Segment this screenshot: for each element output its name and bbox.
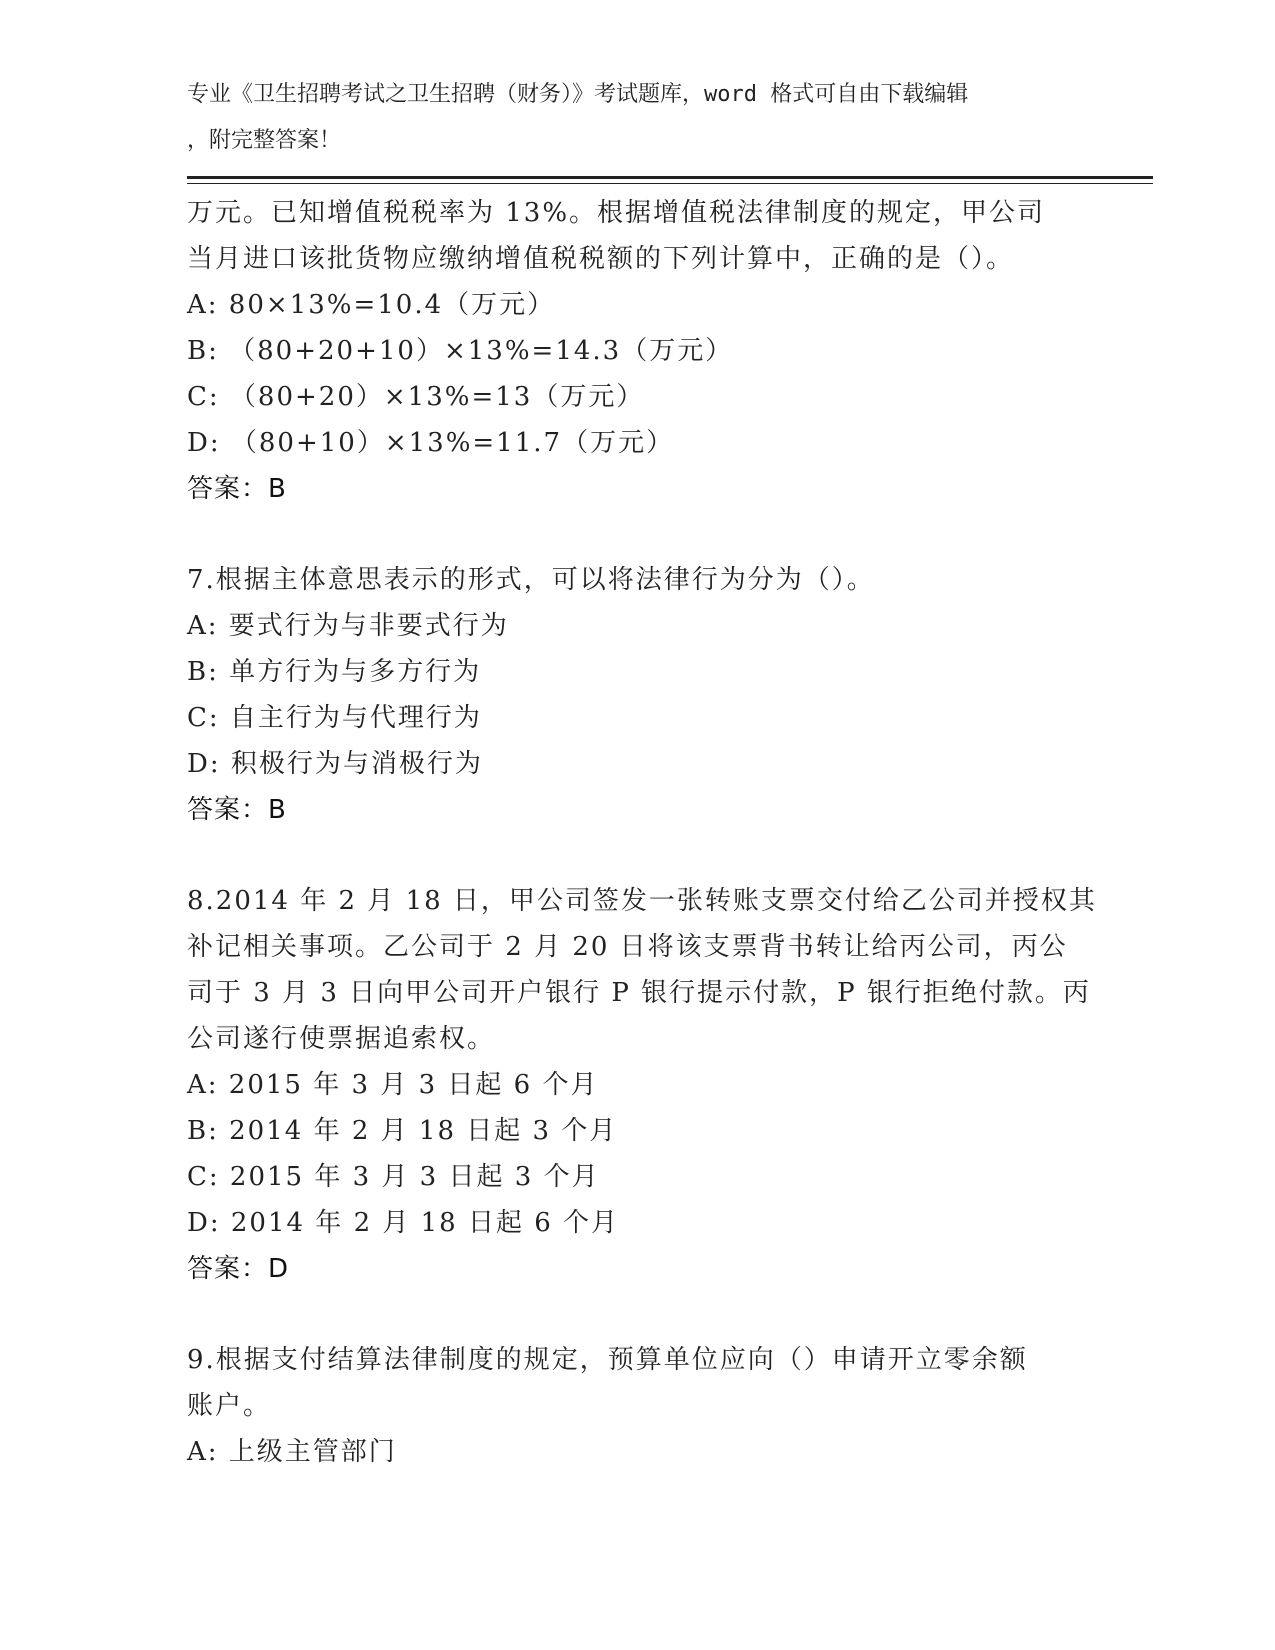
question-block <box>187 878 1097 1292</box>
answer-line: 答案：B <box>187 795 287 825</box>
option-b: B: 2014 年 2 月 18 日起 3 个月 <box>187 1116 618 1146</box>
option-c: C: （80+20）×13%=13（万元） <box>187 382 645 412</box>
question-block <box>187 190 1087 512</box>
answer-line: 答案：D <box>187 1254 290 1284</box>
option-a: A: 要式行为与非要式行为 <box>187 611 509 641</box>
document-header <box>187 72 1067 164</box>
question-block <box>187 1337 1087 1475</box>
option-b: B: 单方行为与多方行为 <box>187 657 482 687</box>
question-stem: 补记相关事项。乙公司于 2 月 20 日将该支票背书转让给丙公司，丙公 <box>187 932 1068 962</box>
option-c: C: 2015 年 3 月 3 日起 3 个月 <box>187 1162 600 1192</box>
question-stem: 当月进口该批货物应缴纳增值税税额的下列计算中，正确的是（）。 <box>187 244 1015 274</box>
option-a: A: 80×13%=10.4（万元） <box>187 290 556 320</box>
header-line: 专业《卫生招聘考试之卫生招聘（财务）》考试题库，word 格式可自由下载编辑 <box>187 82 969 107</box>
option-b: B: （80+20+10）×13%=14.3（万元） <box>187 336 734 366</box>
option-a: A: 2015 年 3 月 3 日起 6 个月 <box>187 1070 599 1100</box>
option-d: D: 2014 年 2 月 18 日起 6 个月 <box>187 1208 620 1238</box>
question-stem: 8.2014 年 2 月 18 日，甲公司签发一张转账支票交付给乙公司并授权其 <box>187 886 1097 916</box>
option-d: D: 积极行为与消极行为 <box>187 749 483 779</box>
question-stem: 万元。已知增值税税率为 13%。根据增值税法律制度的规定，甲公司 <box>187 198 1046 228</box>
header-line: ，附完整答案！ <box>187 128 342 153</box>
option-a: A: 上级主管部门 <box>187 1437 397 1467</box>
question-stem: 9.根据支付结算法律制度的规定，预算单位应向（）申请开立零余额 <box>187 1345 1028 1375</box>
answer-line: 答案：B <box>187 474 287 504</box>
document-body <box>187 190 1097 1475</box>
question-block <box>187 557 1087 833</box>
question-stem: 账户。 <box>187 1391 272 1421</box>
option-d: D: （80+10）×13%=11.7（万元） <box>187 428 675 458</box>
question-stem: 7.根据主体意思表示的形式，可以将法律行为分为（）。 <box>187 565 875 595</box>
option-c: C: 自主行为与代理行为 <box>187 703 482 733</box>
header-divider <box>187 183 1153 184</box>
header-divider <box>187 176 1153 179</box>
question-stem: 公司遂行使票据追索权。 <box>187 1024 496 1054</box>
question-stem: 司于 3 月 3 日向甲公司开户银行 P 银行提示付款，P 银行拒绝付款。丙 <box>187 978 1091 1008</box>
